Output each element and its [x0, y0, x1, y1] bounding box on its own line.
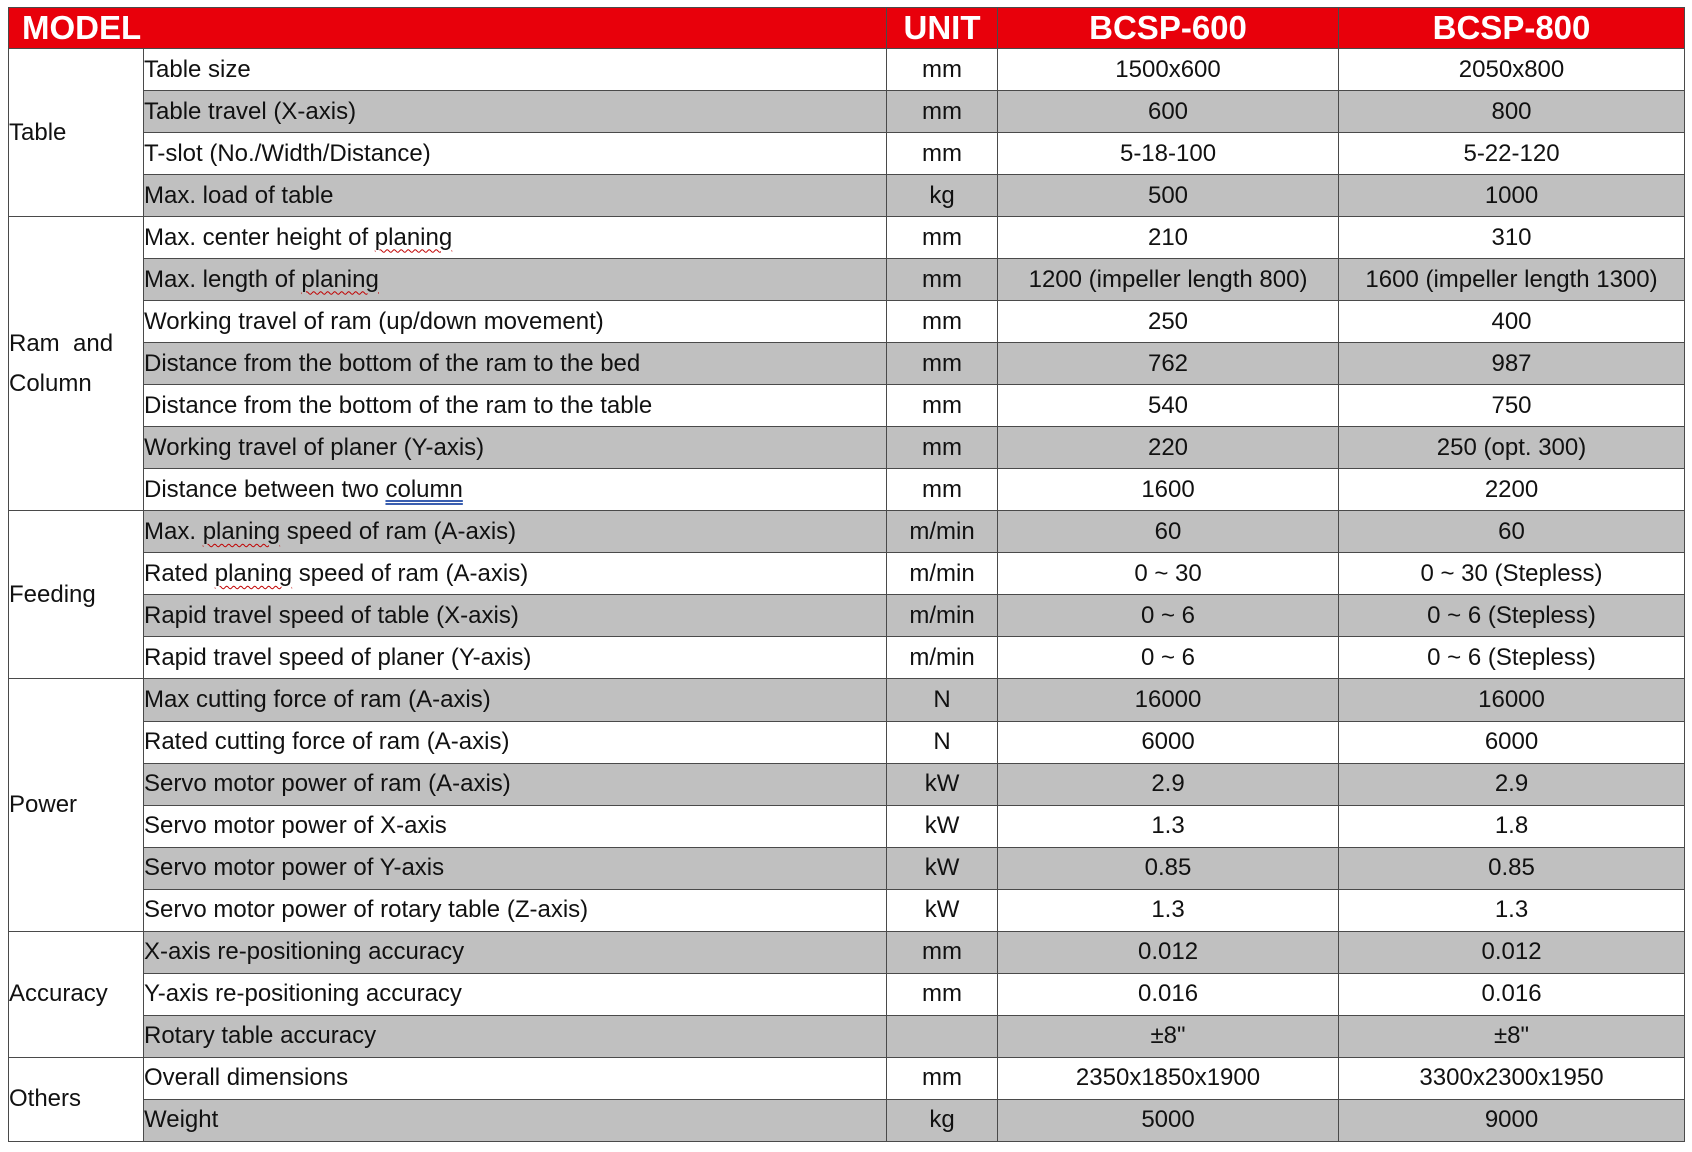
- bcsp-600-value: 0 ~ 6: [998, 595, 1339, 637]
- table-row: [9, 301, 1685, 343]
- bcsp-800-value: 1000: [1339, 175, 1685, 217]
- param-cell: Rapid travel speed of planer (Y-axis): [144, 637, 887, 679]
- table-row: [9, 175, 1685, 217]
- table-row: [9, 889, 1685, 931]
- bcsp-800-value: 0 ~ 30 (Stepless): [1339, 553, 1685, 595]
- unit-cell: mm: [887, 259, 998, 301]
- table-row: [9, 763, 1685, 805]
- unit-cell: m/min: [887, 637, 998, 679]
- table-row: [9, 1015, 1685, 1057]
- bcsp-600-value: 1500x600: [998, 49, 1339, 91]
- group-label-others: Others: [9, 1057, 144, 1141]
- param-cell: Y-axis re-positioning accuracy: [144, 973, 887, 1015]
- param-cell: Servo motor power of X-axis: [144, 805, 887, 847]
- unit-cell: kW: [887, 763, 998, 805]
- group-label-power: Power: [9, 679, 144, 931]
- bcsp-600-value: 60: [998, 511, 1339, 553]
- table-row: [9, 343, 1685, 385]
- bcsp-600-value: 1600: [998, 469, 1339, 511]
- param-text: speed of ram (A-axis): [280, 517, 517, 545]
- bcsp-800-value: 0.85: [1339, 847, 1685, 889]
- bcsp-600-value: 210: [998, 217, 1339, 259]
- unit-cell: kW: [887, 889, 998, 931]
- param-text: Max. center height of: [144, 223, 375, 251]
- param-text: Distance between two: [144, 475, 386, 503]
- spellcheck-word: planing: [214, 559, 293, 587]
- table-row: [9, 469, 1685, 511]
- unit-cell: mm: [887, 385, 998, 427]
- param-cell: Servo motor power of Y-axis: [144, 847, 887, 889]
- bcsp-800-value: 16000: [1339, 679, 1685, 721]
- param-cell: Weight: [144, 1099, 887, 1141]
- bcsp-600-value: 1.3: [998, 889, 1339, 931]
- group-label-feeding: Feeding: [9, 511, 144, 679]
- spellcheck-word: planing: [301, 265, 379, 293]
- bcsp-800-value: 0 ~ 6 (Stepless): [1339, 637, 1685, 679]
- grammar-word: column: [385, 475, 463, 503]
- bcsp-800-value: ±8": [1339, 1015, 1685, 1057]
- bcsp-600-value: 5000: [998, 1099, 1339, 1141]
- spec-table: [8, 7, 1685, 1142]
- table-row: [9, 217, 1685, 259]
- unit-cell: kg: [887, 1099, 998, 1141]
- bcsp-600-value: 0.85: [998, 847, 1339, 889]
- param-cell: [144, 553, 887, 595]
- table-row: [9, 679, 1685, 721]
- unit-cell: N: [887, 679, 998, 721]
- bcsp-800-value: 310: [1339, 217, 1685, 259]
- bcsp-800-value: 6000: [1339, 721, 1685, 763]
- bcsp-600-value: 6000: [998, 721, 1339, 763]
- table-row: [9, 259, 1685, 301]
- unit-cell: mm: [887, 217, 998, 259]
- unit-cell: mm: [887, 343, 998, 385]
- bcsp-600-value: 16000: [998, 679, 1339, 721]
- unit-cell: mm: [887, 91, 998, 133]
- param-cell: [144, 217, 887, 259]
- header-model: MODEL: [9, 8, 887, 49]
- unit-cell: [887, 1015, 998, 1057]
- bcsp-600-value: ±8": [998, 1015, 1339, 1057]
- bcsp-600-value: 5-18-100: [998, 133, 1339, 175]
- param-cell: T-slot (No./Width/Distance): [144, 133, 887, 175]
- param-cell: Distance from the bottom of the ram to the table: [144, 385, 887, 427]
- bcsp-600-value: 250: [998, 301, 1339, 343]
- unit-cell: m/min: [887, 595, 998, 637]
- unit-cell: m/min: [887, 553, 998, 595]
- unit-cell: kg: [887, 175, 998, 217]
- table-row: [9, 931, 1685, 973]
- bcsp-800-value: 2.9: [1339, 763, 1685, 805]
- table-row: [9, 973, 1685, 1015]
- unit-cell: mm: [887, 49, 998, 91]
- table-row: [9, 91, 1685, 133]
- bcsp-800-value: 400: [1339, 301, 1685, 343]
- unit-cell: mm: [887, 469, 998, 511]
- group-label-table: Table: [9, 49, 144, 217]
- param-cell: Overall dimensions: [144, 1057, 887, 1099]
- bcsp-800-value: 0 ~ 6 (Stepless): [1339, 595, 1685, 637]
- param-cell: Rapid travel speed of table (X-axis): [144, 595, 887, 637]
- param-cell: Max cutting force of ram (A-axis): [144, 679, 887, 721]
- bcsp-800-value: 0.016: [1339, 973, 1685, 1015]
- param-cell: Working travel of ram (up/down movement): [144, 301, 887, 343]
- table-row: [9, 805, 1685, 847]
- param-text: Max. length of: [144, 265, 302, 293]
- group-label-accuracy: Accuracy: [9, 931, 144, 1057]
- bcsp-800-value: 250 (opt. 300): [1339, 427, 1685, 469]
- table-row: [9, 385, 1685, 427]
- bcsp-600-value: 1.3: [998, 805, 1339, 847]
- bcsp-800-value: 60: [1339, 511, 1685, 553]
- bcsp-800-value: 2200: [1339, 469, 1685, 511]
- bcsp-800-value: 9000: [1339, 1099, 1685, 1141]
- param-cell: Working travel of planer (Y-axis): [144, 427, 887, 469]
- header-bcsp-800: BCSP-800: [1339, 8, 1685, 49]
- table-row: [9, 1099, 1685, 1141]
- table-row: [9, 637, 1685, 679]
- bcsp-600-value: 220: [998, 427, 1339, 469]
- table-row: [9, 1057, 1685, 1099]
- param-cell: [144, 259, 887, 301]
- param-cell: [144, 511, 887, 553]
- param-cell: Table travel (X-axis): [144, 91, 887, 133]
- table-row: [9, 511, 1685, 553]
- param-cell: X-axis re-positioning accuracy: [144, 931, 887, 973]
- group-label-line: Column: [9, 369, 92, 397]
- param-cell: Max. load of table: [144, 175, 887, 217]
- unit-cell: kW: [887, 847, 998, 889]
- param-cell: Servo motor power of rotary table (Z-axis): [144, 889, 887, 931]
- unit-cell: kW: [887, 805, 998, 847]
- param-cell: [144, 469, 887, 511]
- table-row: [9, 49, 1685, 91]
- table-row: [9, 427, 1685, 469]
- unit-cell: mm: [887, 1057, 998, 1099]
- bcsp-800-value: 750: [1339, 385, 1685, 427]
- bcsp-800-value: 800: [1339, 91, 1685, 133]
- spellcheck-word: planing: [374, 223, 453, 251]
- table-row: [9, 553, 1685, 595]
- bcsp-600-value: 1200 (impeller length 800): [998, 259, 1339, 301]
- group-label-ram-and-column: [9, 217, 144, 511]
- unit-cell: mm: [887, 931, 998, 973]
- unit-cell: mm: [887, 133, 998, 175]
- param-cell: Table size: [144, 49, 887, 91]
- bcsp-800-value: 2050x800: [1339, 49, 1685, 91]
- group-label-line: Ram and: [9, 329, 114, 357]
- bcsp-600-value: 2.9: [998, 763, 1339, 805]
- bcsp-800-value: 1.3: [1339, 889, 1685, 931]
- unit-cell: mm: [887, 301, 998, 343]
- bcsp-600-value: 0.012: [998, 931, 1339, 973]
- header-row: [9, 8, 1685, 49]
- table-row: [9, 595, 1685, 637]
- bcsp-600-value: 600: [998, 91, 1339, 133]
- unit-cell: mm: [887, 973, 998, 1015]
- bcsp-800-value: 1600 (impeller length 1300): [1339, 259, 1685, 301]
- bcsp-800-value: 0.012: [1339, 931, 1685, 973]
- param-cell: Distance from the bottom of the ram to the bed: [144, 343, 887, 385]
- bcsp-800-value: 5-22-120: [1339, 133, 1685, 175]
- bcsp-600-value: 0 ~ 30: [998, 553, 1339, 595]
- spellcheck-word: planing: [202, 517, 281, 545]
- param-cell: Rated cutting force of ram (A-axis): [144, 721, 887, 763]
- bcsp-600-value: 540: [998, 385, 1339, 427]
- bcsp-800-value: 1.8: [1339, 805, 1685, 847]
- param-cell: Servo motor power of ram (A-axis): [144, 763, 887, 805]
- bcsp-800-value: 3300x2300x1950: [1339, 1057, 1685, 1099]
- bcsp-600-value: 0 ~ 6: [998, 637, 1339, 679]
- bcsp-600-value: 2350x1850x1900: [998, 1057, 1339, 1099]
- table-row: [9, 133, 1685, 175]
- unit-cell: N: [887, 721, 998, 763]
- param-text: Rated: [144, 559, 215, 587]
- header-bcsp-600: BCSP-600: [998, 8, 1339, 49]
- bcsp-600-value: 500: [998, 175, 1339, 217]
- bcsp-800-value: 987: [1339, 343, 1685, 385]
- bcsp-600-value: 762: [998, 343, 1339, 385]
- param-text: speed of ram (A-axis): [292, 559, 529, 587]
- param-text: Max.: [144, 517, 203, 545]
- unit-cell: mm: [887, 427, 998, 469]
- unit-cell: m/min: [887, 511, 998, 553]
- header-unit: UNIT: [887, 8, 998, 49]
- param-cell: Rotary table accuracy: [144, 1015, 887, 1057]
- table-row: [9, 847, 1685, 889]
- bcsp-600-value: 0.016: [998, 973, 1339, 1015]
- table-row: [9, 721, 1685, 763]
